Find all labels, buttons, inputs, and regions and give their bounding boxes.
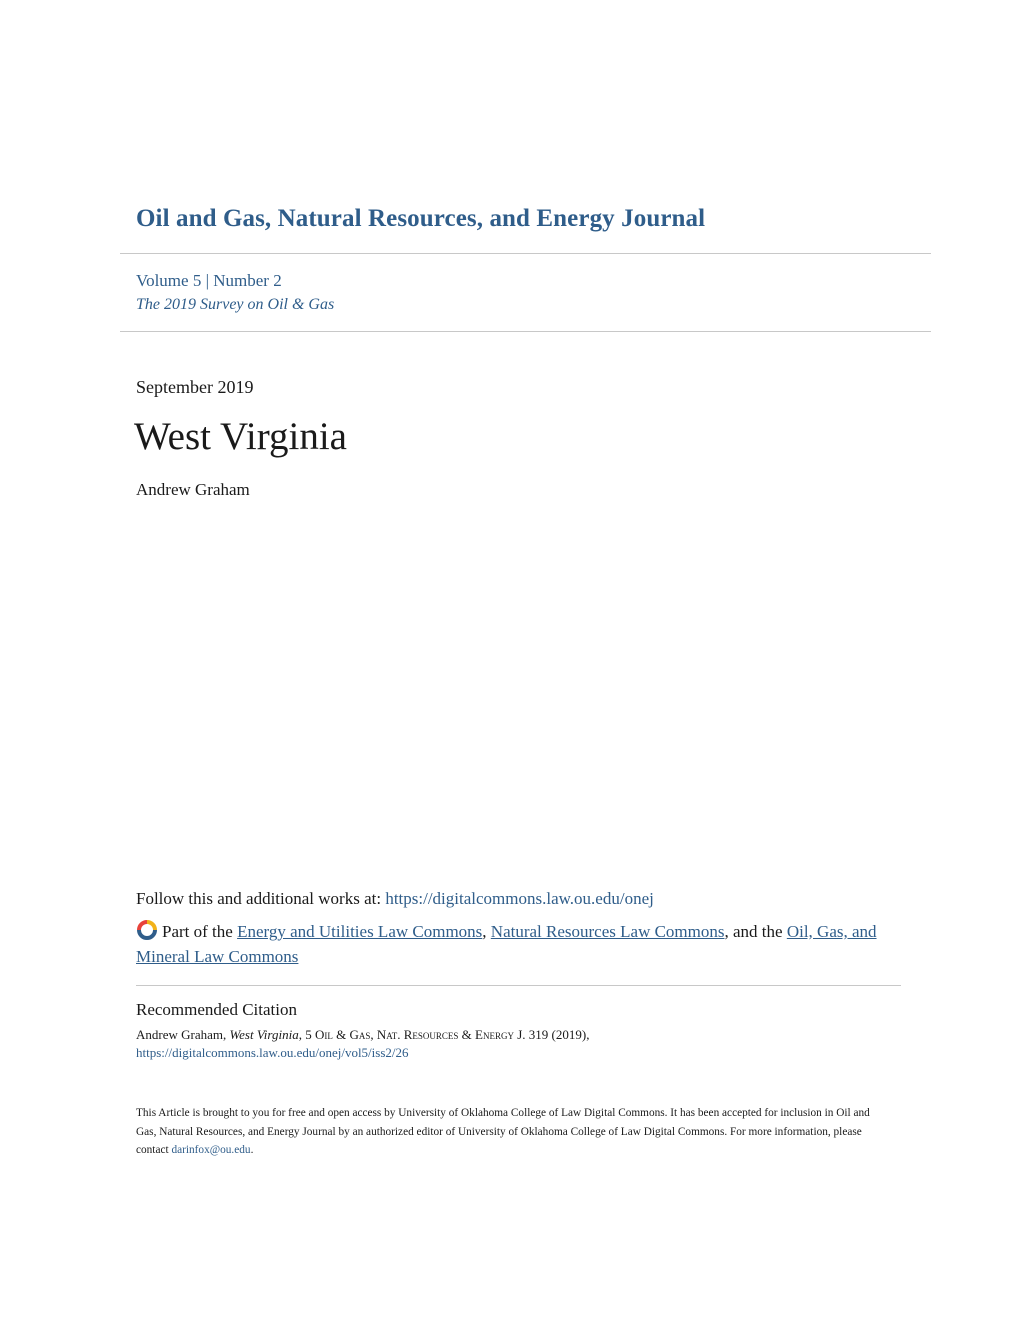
article-title: West Virginia (134, 415, 347, 458)
part-of-separator-2: , and the (724, 922, 783, 941)
volume-number-line (136, 271, 282, 291)
part-of-separator-1: , (482, 922, 487, 941)
citation-divider (136, 985, 901, 986)
access-notice (136, 1104, 888, 1160)
oil-gas-mineral-law-commons-link[interactable]: Oil, Gas, and Mineral Law Commons (136, 922, 877, 966)
collection-url-link[interactable]: https://digitalcommons.law.ou.edu/onej (385, 889, 654, 908)
volume-link[interactable]: Volume 5 (136, 271, 202, 290)
recommended-citation-text (136, 1027, 589, 1043)
citation-page-year: J. 319 (2019), (517, 1027, 590, 1042)
header-divider-bottom (120, 331, 931, 332)
citation-journal: Oil & Gas, Nat. Resources & Energy (314, 1027, 514, 1042)
volume-separator: | (205, 271, 209, 290)
bepress-commons-icon (136, 920, 158, 940)
part-of-prefix: Part of the (162, 922, 233, 941)
energy-utilities-law-commons-link[interactable]: Energy and Utilities Law Commons (237, 922, 483, 941)
natural-resources-law-commons-link[interactable]: Natural Resources Law Commons (490, 922, 725, 941)
citation-volume: , 5 (298, 1027, 312, 1042)
follow-label: Follow this and additional works at: (136, 889, 382, 908)
citation-title: West Virginia (229, 1027, 299, 1042)
recommended-citation-heading: Recommended Citation (136, 1000, 297, 1019)
issue-title[interactable]: The 2019 Survey on Oil & Gas (136, 296, 335, 313)
number-link[interactable]: Number 2 (213, 271, 282, 290)
journal-title[interactable]: Oil and Gas, Natural Resources, and Energy Journal (136, 205, 706, 232)
contact-email-link[interactable]: darinfox@ou.edu (171, 1144, 251, 1156)
header-divider-top (120, 253, 931, 254)
follow-line (136, 889, 654, 909)
citation-author: Andrew Graham, (136, 1027, 227, 1042)
part-of-disciplines (136, 919, 881, 969)
citation-url-line (136, 1045, 409, 1061)
citation-url-link[interactable]: https://digitalcommons.law.ou.edu/onej/vol5/iss2/26 (136, 1045, 409, 1060)
article-author: Andrew Graham (136, 480, 250, 499)
access-notice-text: This Article is brought to you for free and open access by University of Oklahoma College of Law Digital Commons. It has been accepted for inclusion in Oil and Gas, Natural Resources, and Energy Journal by an authorized editor of University of Oklahoma College of Law Digital Commons. For more information, please contact (136, 1107, 870, 1156)
publication-date: September 2019 (136, 377, 254, 397)
access-notice-end: . (250, 1144, 254, 1156)
